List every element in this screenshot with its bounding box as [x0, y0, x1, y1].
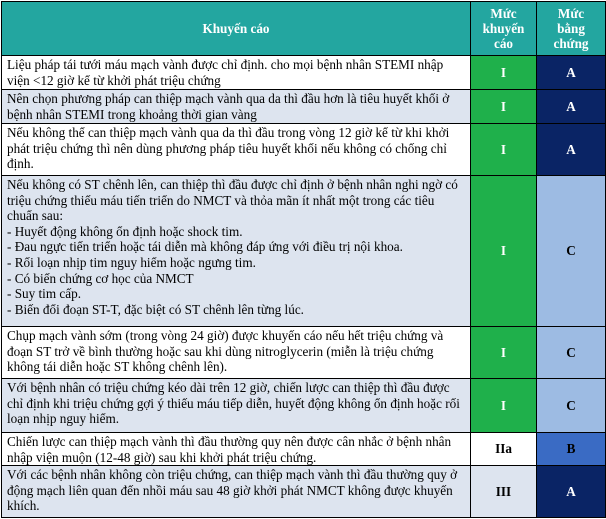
header-row — [2, 2, 606, 56]
evidence-level: A — [537, 124, 606, 176]
evidence-level: A — [537, 90, 606, 124]
header-evidence: Mức bằng chứng — [537, 2, 606, 56]
recommendation-level: I — [471, 90, 537, 124]
table-row — [2, 433, 606, 466]
header-recommendation: Khuyến cáo — [2, 2, 471, 56]
recommendation-level: I — [471, 379, 537, 433]
table-row — [2, 466, 606, 518]
evidence-level: B — [537, 433, 606, 466]
recommendation-table — [1, 1, 606, 518]
table-row — [2, 379, 606, 433]
recommendation-text: Liệu pháp tái tưới máu mạch vành được chỉ định. cho mọi bệnh nhân STEMI nhập viện <12 giờ kể từ khởi phát triệu chứng — [2, 56, 471, 90]
table-row — [2, 124, 606, 176]
recommendation-level: I — [471, 176, 537, 327]
recommendation-text: Với các bệnh nhân không còn triệu chứng, can thiệp mạch vành thì đầu thường quy ở động mạch liên quan đến nhồi máu sau 48 giờ khởi phát NMCT không được khuyến khích. — [2, 466, 471, 518]
recommendation-text: Chiến lược can thiệp mạch vành thì đầu thường quy nên được cân nhắc ở bệnh nhân nhập viện muộn (12-48 giờ) sau khi khởi phát triệu chứng. — [2, 433, 471, 466]
evidence-level: C — [537, 327, 606, 379]
recommendation-text: Nếu không thể can thiệp mạch vành qua da thì đầu trong vòng 12 giờ kể từ khi khởi phát triệu chứng thì nên dùng phương pháp tiêu huyết khối nếu không có chống chỉ định. — [2, 124, 471, 176]
recommendation-level: I — [471, 56, 537, 90]
evidence-level: A — [537, 466, 606, 518]
recommendation-text: Với bệnh nhân có triệu chứng kéo dài trên 12 giờ, chiến lược can thiệp thì đầu được chỉ định khi triệu chứng gợi ý thiếu máu tiếp diễn, huyết động không ổn định hoặc rối loạn nhịp nguy hiểm. — [2, 379, 471, 433]
recommendation-level: I — [471, 327, 537, 379]
evidence-level: C — [537, 176, 606, 327]
recommendation-level: IIa — [471, 433, 537, 466]
table-row — [2, 56, 606, 90]
table-row — [2, 327, 606, 379]
recommendation-level: III — [471, 466, 537, 518]
recommendation-level: I — [471, 124, 537, 176]
table-row — [2, 176, 606, 327]
table-row — [2, 90, 606, 124]
header-level: Mức khuyến cáo — [471, 2, 537, 56]
recommendation-text: Nên chọn phương pháp can thiệp mạch vành qua da thì đầu hơn là tiêu huyết khối ở bệnh nhân STEMI trong khoảng thời gian vàng — [2, 90, 471, 124]
recommendation-text: Nếu không có ST chênh lên, can thiệp thì đầu được chỉ định ở bệnh nhân nghi ngờ có triệu chứng thiếu máu tiến triển do NMCT và thỏa mãn ít nhất một trong các tiêu chuẩn sau: - Huyết động không ổn định hoặc shock tim. - Đau ngực tiến triển hoặc tái diễn mà không đáp ứng với điều trị nội khoa. - Rối loạn nhịp tim nguy hiểm hoặc ngưng tim. - Có biến chứng cơ học của NMCT - Suy tim cấp. - Biến đổi đoạn ST-T, đặc biệt có ST chênh lên từng lúc. — [2, 176, 471, 327]
evidence-level: C — [537, 379, 606, 433]
evidence-level: A — [537, 56, 606, 90]
recommendation-text: Chụp mạch vành sớm (trong vòng 24 giờ) được khuyến cáo nếu hết triệu chứng và đoạn ST trở về bình thường hoặc sau khi dùng nitroglycerin (miễn là triệu chứng không tái diễn hoặc ST không chênh lên). — [2, 327, 471, 379]
